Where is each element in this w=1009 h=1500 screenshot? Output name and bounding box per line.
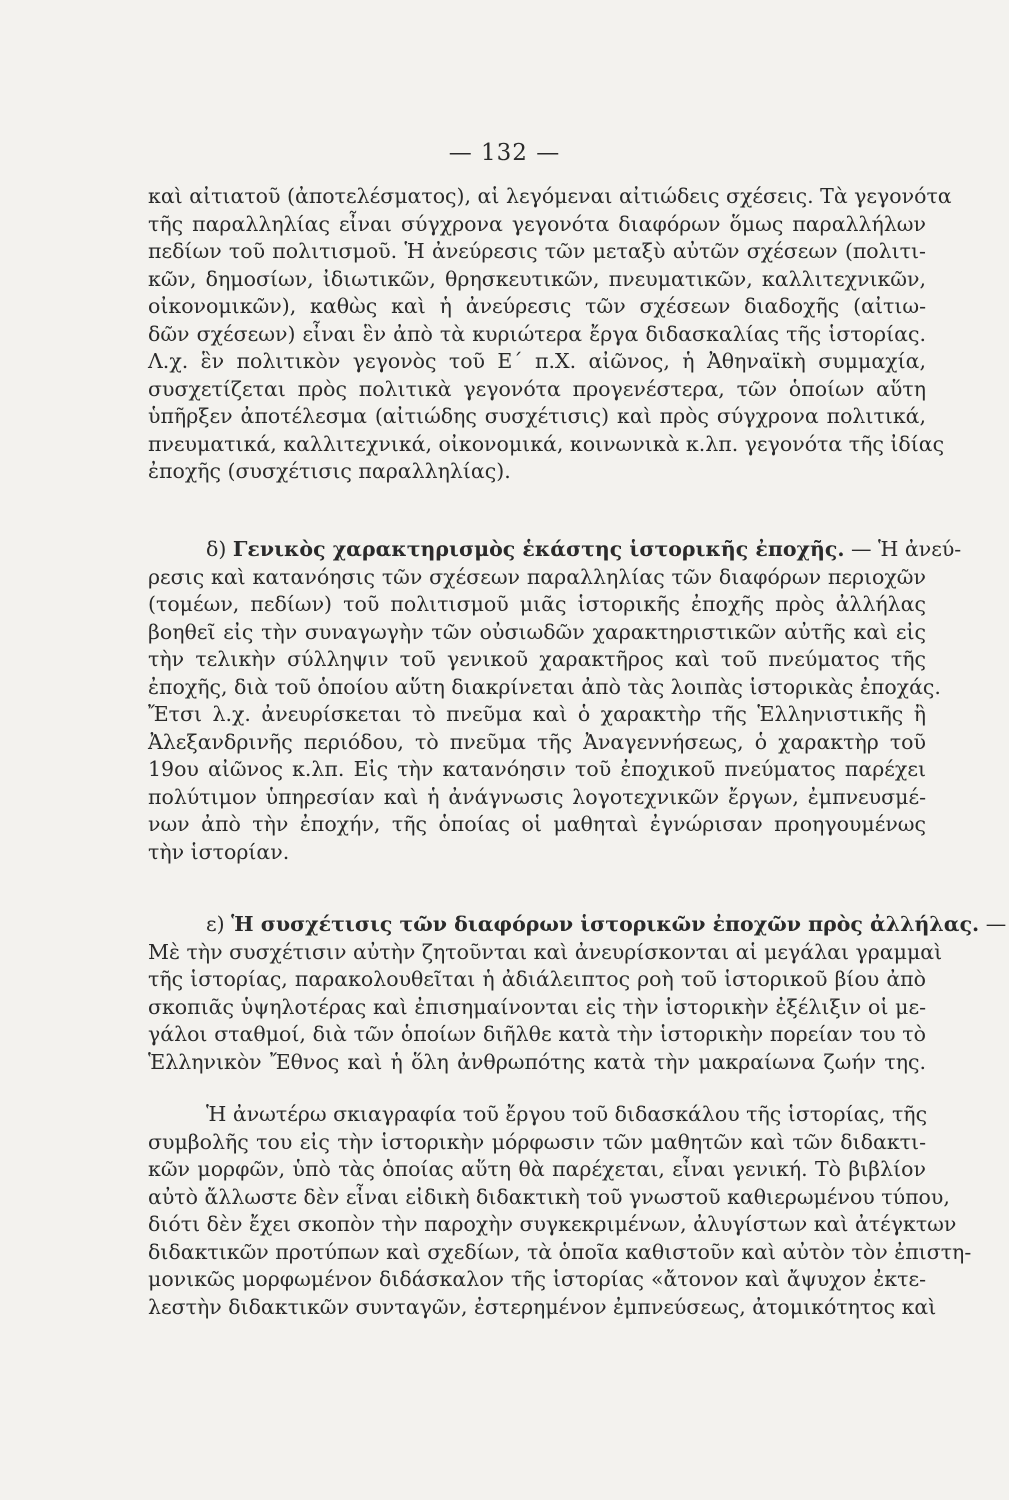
text-line: 19ου αἰῶνος κ.λπ. Εἰς τὴν κατανόησιν τοῦ ἐποχικοῦ πνεύματος παρέχει: [148, 757, 926, 781]
text-line: ἐποχῆς (συσχέτισις παραλληλίας).: [148, 459, 511, 483]
text-line: κῶν, δημοσίων, ἰδιωτικῶν, θρησκευτικῶν, πνευματικῶν, καλλιτεχνικῶν,: [148, 266, 926, 291]
paragraph-causal-relations: [148, 183, 952, 486]
text-line: διότι δὲν ἔχει σκοπὸν τὴν παροχὴν συγκεκριμένων, ἀλυγίστων καὶ ἀτέγκτων: [148, 1212, 957, 1236]
text-line: ὑπῆρξεν ἀποτέλεσμα (αἰτιώδης συσχέτισις) καὶ πρὸς σύγχρονα πολιτικά,: [148, 404, 926, 428]
section-label: ε): [206, 912, 225, 936]
text-line: Ἀλεξανδρινῆς περιόδου, τὸ πνεῦμα τῆς Ἀναγεννήσεως, ὁ χαρακτὴρ τοῦ: [148, 729, 926, 754]
text-line: σκοπιᾶς ὑψηλοτέρας καὶ ἐπισημαίνονται εἰς τὴν ἱστορικὴν ἐξέλιξιν οἱ με-: [148, 994, 926, 1019]
text-line: συσχετίζεται πρὸς πολιτικὰ γεγονότα προγενέστερα, τῶν ὁποίων αὕτη: [148, 376, 926, 401]
text-line: διδακτικῶν προτύπων καὶ σχεδίων, τὰ ὁποῖα καθιστοῦν καὶ αὐτὸν τὸν ἐπιστη-: [148, 1239, 972, 1264]
text-line: δῶν σχέσεων) εἶναι ἓν ἀπὸ τὰ κυριώτερα ἔργα διδασκαλίας τῆς ἱστορίας.: [148, 321, 926, 346]
text-line: ἐποχῆς, διὰ τοῦ ὁποίου αὕτη διακρίνεται ἀπὸ τὰς λοιπὰς ἱστορικὰς ἐποχάς.: [148, 674, 941, 699]
text-line: Μὲ τὴν συσχέτισιν αὐτὴν ζητοῦνται καὶ ἀνευρίσκονται αἱ μεγάλαι γραμμαὶ: [148, 939, 943, 964]
text-line: βοηθεῖ εἰς τὴν συναγωγὴν τῶν οὐσιωδῶν χαρακτηριστικῶν αὐτῆς καὶ εἰς: [148, 619, 926, 644]
text-line: πνευματικά, καλλιτεχνικά, οἰκονομικά, κοινωνικὰ κ.λπ. γεγονότα τῆς ἰδίας: [148, 431, 945, 456]
text-line: πολύτιμον ὑπηρεσίαν καὶ ἡ ἀνάγνωσις λογοτεχνικῶν ἔργων, ἐμπνευσμέ-: [148, 784, 926, 809]
section-heading-line: [148, 911, 1007, 939]
section-heading: Ἡ συσχέτισις τῶν διαφόρων ἱστορικῶν ἐποχῶν πρὸς ἀλλήλας.: [231, 912, 980, 936]
page-number: — 132 —: [448, 140, 561, 166]
text-line: τὴν ἱστορίαν.: [148, 839, 290, 864]
text-line: πεδίων τοῦ πολιτισμοῦ. Ἡ ἀνεύρεσις τῶν μεταξὺ αὐτῶν σχέσεων (πολιτι-: [148, 239, 926, 263]
text-line: (τομέων, πεδίων) τοῦ πολιτισμοῦ μιᾶς ἱστορικῆς ἐποχῆς πρὸς ἀλλήλας: [148, 592, 926, 616]
text-line: τῆς ἱστορίας, παρακολουθεῖται ἡ ἀδιάλειπτος ροὴ τοῦ ἱστορικοῦ βίου ἀπὸ: [148, 967, 926, 991]
text-line: Ἔτσι λ.χ. ἀνευρίσκεται τὸ πνεῦμα καὶ ὁ χαρακτὴρ τῆς Ἑλληνιστικῆς ἢ: [148, 702, 926, 726]
text-line: Ἑλληνικὸν Ἔθνος καὶ ἡ ὅλη ἀνθρωπότης κατὰ τὴν μακραίωνα ζωήν της.: [148, 1049, 926, 1074]
section-heading: Γενικὸς χαρακτηρισμὸς ἑκάστης ἱστορικῆς ἐποχῆς.: [232, 537, 845, 561]
text-line: τῆς παραλληλίας εἶναι σύγχρονα γεγονότα διαφόρων ὅμως παραλλήλων: [148, 211, 926, 236]
text-line: μονικῶς μορφωμένον διδάσκαλον τῆς ἱστορίας «ἄτονον καὶ ἄψυχον ἐκτε-: [148, 1267, 926, 1291]
paragraph-summary: [148, 1101, 972, 1321]
text-line: Ἡ ἀνωτέρω σκιαγραφία τοῦ ἔργου τοῦ διδασκάλου τῆς ἱστορίας, τῆς: [206, 1102, 928, 1126]
paragraph-section-d: [148, 536, 962, 866]
section-label: δ): [206, 537, 227, 561]
text-line: οἰκονομικῶν), καθὼς καὶ ἡ ἀνεύρεσις τῶν σχέσεων διαδοχῆς (αἰτιω-: [148, 294, 926, 318]
text-line: Λ.χ. ἓν πολιτικὸν γεγονὸς τοῦ Ε΄ π.Χ. αἰῶνος, ἡ Ἀθηναϊκὴ συμμαχία,: [148, 349, 926, 373]
text-line: τὴν τελικὴν σύλληψιν τοῦ γενικοῦ χαρακτῆρος καὶ τοῦ πνεύματος τῆς: [148, 647, 926, 671]
text-line: νων ἀπὸ τὴν ἐποχήν, τῆς ὁποίας οἱ μαθηταὶ ἐγνώρισαν προηγουμένως: [148, 812, 926, 836]
text-line: καὶ αἰτιατοῦ (ἀποτελέσματος), αἱ λεγόμεναι αἰτιώδεις σχέσεις. Τὰ γεγονότα: [148, 184, 952, 208]
text-line: συμβολῆς του εἰς τὴν ἱστορικὴν μόρφωσιν τῶν μαθητῶν καὶ τῶν διδακτι-: [148, 1129, 926, 1154]
section-heading-line: [148, 536, 962, 564]
paragraph-section-e: [148, 911, 1007, 1076]
text-line: ρεσις καὶ κατανόησις τῶν σχέσεων παραλληλίας τῶν διαφόρων περιοχῶν: [148, 564, 926, 589]
text-line: λεστὴν διδακτικῶν συνταγῶν, ἐστερημένον ἐμπνεύσεως, ἀτομικότητος καὶ: [148, 1294, 937, 1319]
heading-continuation: —: [979, 912, 1007, 936]
text-line: γάλοι σταθμοί, διὰ τῶν ὁποίων διῆλθε κατὰ τὴν ἱστορικὴν πορείαν του τὸ: [148, 1022, 926, 1046]
heading-continuation: — Ἡ ἀνεύ-: [844, 537, 962, 561]
text-line: αὐτὸ ἄλλωστε δὲν εἶναι εἰδικὴ διδακτικὴ τοῦ γνωστοῦ καθιερωμένου τύπου,: [148, 1184, 950, 1209]
text-line: κῶν μορφῶν, ὑπὸ τὰς ὁποίας αὕτη θὰ παρέχεται, εἶναι γενική. Τὸ βιβλίον: [148, 1157, 926, 1181]
